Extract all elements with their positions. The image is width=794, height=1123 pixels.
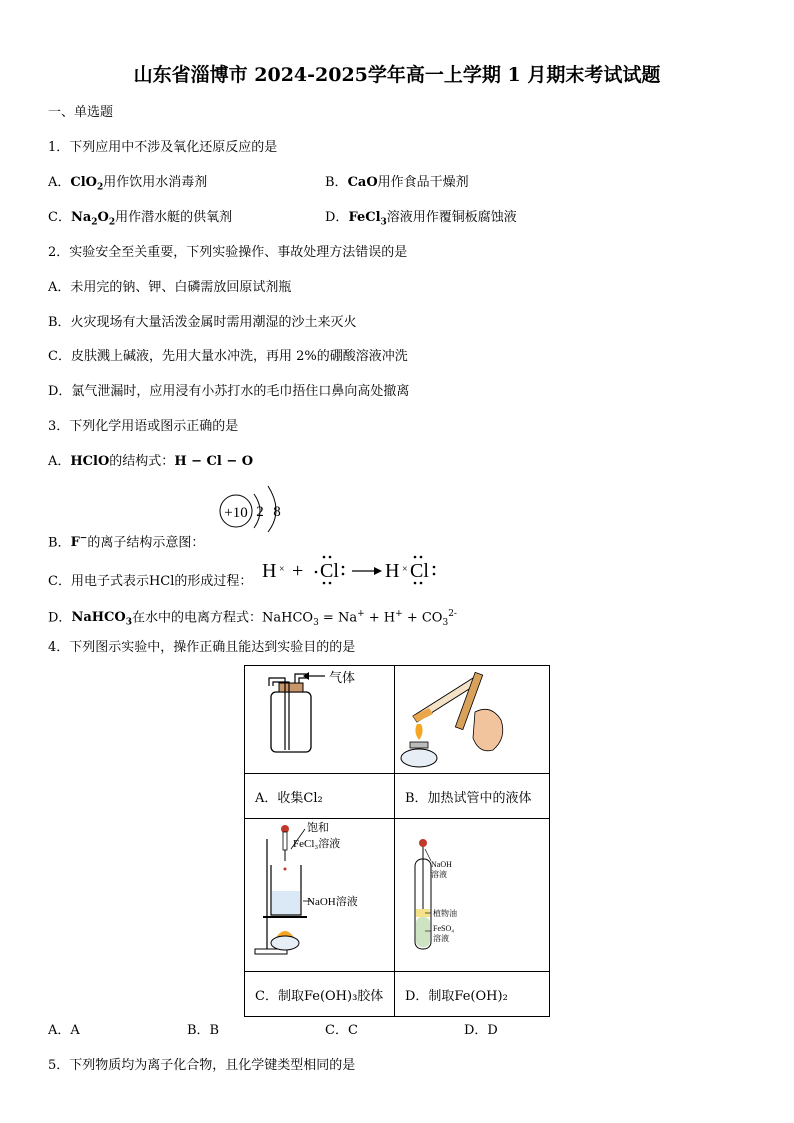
svg-text:8: 8: [273, 504, 281, 520]
caption-a: A．收集Cl₂: [245, 774, 395, 819]
q4-stem: 4．下列图示实验中，操作正确且能达到实验目的的是: [48, 640, 356, 655]
svg-text:+10: +10: [224, 505, 248, 521]
caption-b: B．加热试管中的液体: [395, 774, 550, 819]
q5-stem: 5．下列物质均为离子化合物，且化学键类型相同的是: [48, 1058, 356, 1073]
f-ion-structure-diagram: [214, 482, 294, 534]
page-title: 山东省淄博市 2024-2025学年高一上学期 1 月期末考试试题: [133, 64, 661, 86]
label-solution-2: 溶液: [433, 934, 449, 943]
svg-text:+: +: [292, 560, 304, 582]
q3-option-a: A．HClO的结构式：H − Cl − O: [48, 454, 254, 469]
label-solution-1: 溶液: [431, 870, 447, 879]
q2-option-b: B．火灾现场有大量活泼金属时需用潮湿的沙土来灭火: [48, 315, 357, 330]
svg-text:×: ×: [402, 564, 408, 575]
section-heading: 一、单选题: [48, 105, 114, 120]
figure-d-cell: [395, 819, 550, 972]
q1-option-c: C．$Na_2O_2$用作潜水艇的供氧剂: [48, 210, 233, 228]
q3-option-c: C．用电子式表示HCl的形成过程：: [48, 574, 253, 589]
q3-option-b: B．F−的离子结构示意图：: [48, 534, 205, 551]
q2-option-c: C．皮肤溅上碱液，先用大量水冲洗，再用 2%的硼酸溶液冲洗: [48, 349, 408, 364]
label-gas: 气体: [329, 670, 356, 685]
caption-d: D．制取Fe(OH)₂: [395, 972, 550, 1017]
q2-option-d: D．氯气泄漏时，应用浸有小苏打水的毛巾捂住口鼻向高处撤离: [48, 384, 410, 399]
q4-answer-c: C．C: [325, 1023, 358, 1038]
label-vegetable-oil: 植物油: [433, 909, 457, 918]
fe-oh3-colloid-figure: [245, 819, 394, 967]
q3-option-d: D．NaHCO$_3$在水中的电离方程式：NaHCO$_3$ = $Na^+ + H^+ + CO_3^{2-}$: [48, 609, 457, 628]
svg-text:×: ×: [279, 564, 285, 575]
caption-c: C．制取Fe(OH)₃胶体: [245, 972, 395, 1017]
q4-answer-d: D．D: [464, 1023, 498, 1038]
svg-text:H: H: [385, 560, 400, 582]
q2-stem: 2．实验安全至关重要，下列实验操作、事故处理方法错误的是: [48, 245, 408, 260]
svg-text:H: H: [262, 560, 277, 582]
fe-oh2-preparation-figure: [395, 819, 549, 967]
label-naoh-solution: NaOH溶液: [307, 896, 358, 908]
figure-a-cell: [245, 666, 395, 774]
q1-stem: 1．下列应用中不涉及氧化还原反应的是: [48, 140, 278, 155]
experiment-table: [244, 665, 550, 1017]
q3-stem: 3．下列化学用语或图示正确的是: [48, 419, 239, 434]
label-feso4: FeSO₄: [433, 924, 455, 933]
q1-option-d: D．FeCl$_3$溶液用作覆铜板腐蚀液: [325, 210, 517, 228]
label-saturated: 饱和: [307, 822, 329, 834]
hcl-electron-formation-diagram: [258, 552, 448, 588]
q2-option-a: A．未用完的钠、钾、白磷需放回原试剂瓶: [48, 280, 292, 295]
q1-option-b: B．CaO用作食品干燥剂: [325, 175, 469, 190]
figure-c-cell: [245, 819, 395, 972]
label-fecl3: FeCl₃溶液: [293, 838, 341, 850]
gas-collection-bottle-figure: [245, 666, 394, 769]
svg-text:Cl: Cl: [320, 560, 339, 582]
label-naoh: NaOH: [431, 860, 452, 869]
svg-text:Cl: Cl: [410, 560, 429, 582]
heating-test-tube-figure: [395, 666, 549, 769]
svg-text:2: 2: [256, 504, 264, 520]
q4-answer-a: A．A: [48, 1023, 80, 1038]
figure-b-cell: [395, 666, 550, 774]
q1-option-a: A．ClO$_2$用作饮用水消毒剂: [48, 175, 208, 193]
q4-answer-b: B．B: [187, 1023, 220, 1038]
